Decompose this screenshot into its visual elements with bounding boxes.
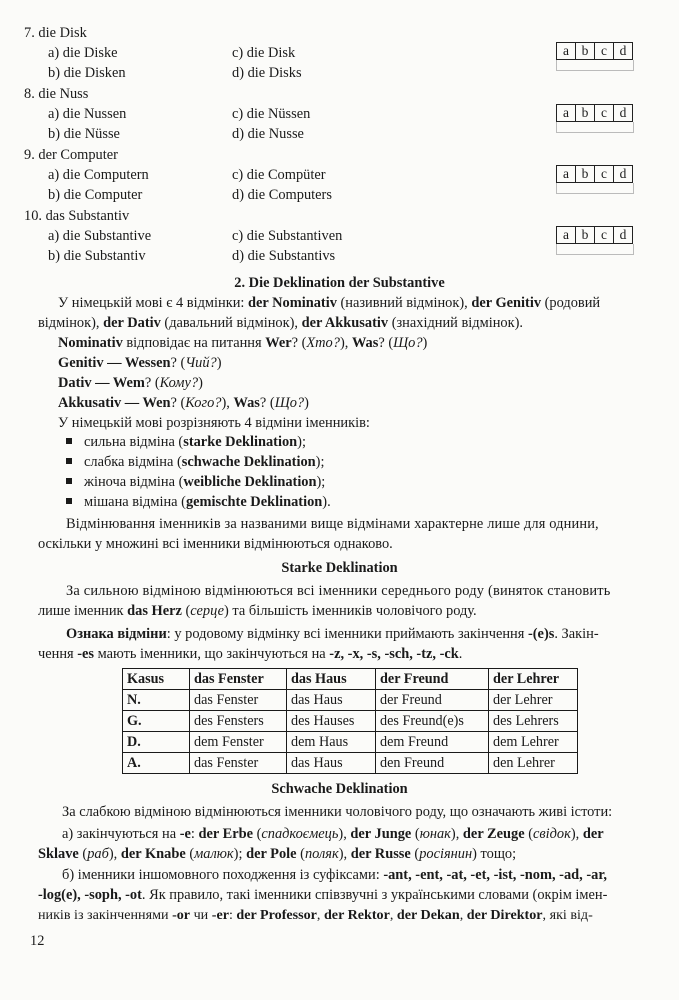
- table-row: [123, 690, 578, 711]
- answer-cell-a[interactable]: a: [556, 165, 575, 183]
- answer-cell-c[interactable]: c: [594, 226, 613, 244]
- bullet-icon: [66, 478, 72, 484]
- question-word: der Computer: [38, 147, 118, 163]
- option-b: b) die Computer: [48, 187, 143, 203]
- answer-cell-b[interactable]: b: [575, 165, 594, 183]
- table-cell: das Fenster: [190, 690, 287, 711]
- question-dativ: Dativ — Wem? (Кому?): [58, 375, 203, 391]
- table-header: der Lehrer: [489, 669, 578, 690]
- option-c: c) die Nüssen: [232, 106, 311, 122]
- schwache-b-line1: б) іменники іншомовного походження із суфіксами: -ant, -ent, -at, -et, -ist, -nom, -ad, -ar,: [62, 867, 607, 883]
- table-cell: D.: [123, 732, 190, 753]
- option-c: c) die Substantiven: [232, 228, 343, 244]
- answer-cell-b[interactable]: b: [575, 226, 594, 244]
- answer-cell-a[interactable]: a: [556, 42, 575, 60]
- answer-cell-d[interactable]: d: [613, 165, 633, 183]
- answer-cell-c[interactable]: c: [594, 104, 613, 122]
- starke-p2-line2: чення -es мають іменники, що закінчуються на -z, -x, -s, -sch, -tz, -ck.: [38, 646, 463, 662]
- table-cell: das Haus: [287, 690, 376, 711]
- starke-p1-line2: лише іменник das Herz (серце) та більшість іменників чоловічого роду.: [38, 603, 477, 619]
- table-cell: dem Lehrer: [489, 732, 578, 753]
- table-cell: N.: [123, 690, 190, 711]
- answer-cell-d[interactable]: d: [613, 226, 633, 244]
- intro-line-2: відмінок), der Dativ (давальний відмінок), der Akkusativ (знахідний відмінок).: [38, 315, 523, 331]
- question-akkusativ: Akkusativ — Wen? (Кого?), Was? (Що?): [58, 395, 309, 411]
- table-cell: dem Freund: [376, 732, 489, 753]
- question-10: [24, 207, 129, 225]
- question-8: [24, 85, 88, 103]
- singular-note-2: оскільки у множині всі іменники відмінюються однаково.: [38, 536, 393, 552]
- intro-line-1: У німецькій мові є 4 відмінки: der Nominativ (називний відмінок), der Genitiv (родовий: [58, 295, 601, 311]
- option-a: a) die Nussen: [48, 106, 127, 122]
- table-row: [123, 732, 578, 753]
- table-cell: A.: [123, 753, 190, 774]
- table-cell: des Lehrers: [489, 711, 578, 732]
- starke-p2-line1: Ознака відміни: у родовому відмінку всі іменники приймають закінчення -(e)s. Закін-: [66, 626, 599, 642]
- option-a: a) die Computern: [48, 167, 149, 183]
- answer-cell-b[interactable]: b: [575, 42, 594, 60]
- table-cell: des Freund(e)s: [376, 711, 489, 732]
- option-a: a) die Diske: [48, 45, 118, 61]
- starke-p1-line1: За сильною відміною відмінюються всі іменники середнього роду (виняток становить: [66, 583, 611, 599]
- singular-note-1: Відмінювання іменників за названими вище відмінами характерне лише для однини,: [66, 516, 599, 532]
- answer-grid: [556, 244, 634, 255]
- table-header: der Freund: [376, 669, 489, 690]
- question-9: [24, 146, 118, 164]
- table-cell: das Haus: [287, 753, 376, 774]
- table-cell: der Freund: [376, 690, 489, 711]
- table-header: das Haus: [287, 669, 376, 690]
- table-row: [123, 711, 578, 732]
- schwache-intro: За слабкою відміною відмінюються іменники чоловічого роду, що означають живі істоти:: [62, 804, 613, 820]
- table-cell: den Lehrer: [489, 753, 578, 774]
- schwache-a-line1: а) закінчуються на -e: der Erbe (спадкоємець), der Junge (юнак), der Zeuge (свідок), der: [62, 826, 604, 842]
- table-cell: den Freund: [376, 753, 489, 774]
- option-d: d) die Substantivs: [232, 248, 336, 264]
- question-number: 10.: [24, 208, 42, 224]
- types-intro: У німецькій мові розрізняють 4 відміни іменників:: [58, 415, 370, 431]
- option-a: a) die Substantive: [48, 228, 152, 244]
- answer-cell-d[interactable]: d: [613, 104, 633, 122]
- option-d: d) die Computers: [232, 187, 332, 203]
- question-7: [24, 24, 87, 42]
- declension-table: [122, 668, 578, 774]
- bullet-icon: [66, 458, 72, 464]
- table-header: das Fenster: [190, 669, 287, 690]
- question-word: die Nuss: [38, 86, 89, 102]
- option-d: d) die Nusse: [232, 126, 304, 142]
- list-item: мішана відміна (gemischte Deklination).: [84, 494, 331, 510]
- question-number: 9.: [24, 147, 35, 163]
- schwache-title: Schwache Deklination: [271, 781, 408, 797]
- list-item: сильна відміна (starke Deklination);: [84, 434, 306, 450]
- question-word: das Substantiv: [45, 208, 130, 224]
- page-number: 12: [30, 933, 45, 949]
- table-cell: G.: [123, 711, 190, 732]
- answer-cell-a[interactable]: a: [556, 104, 575, 122]
- table-cell: dem Fenster: [190, 732, 287, 753]
- answer-grid: [556, 60, 634, 71]
- answer-box[interactable]: [556, 226, 633, 244]
- section-title: 2. Die Deklination der Substantive: [234, 275, 445, 291]
- starke-title: Starke Deklination: [281, 560, 398, 576]
- schwache-a-line2: Sklave (раб), der Knabe (малюк); der Pole (поляк), der Russe (росіянин) тощо;: [38, 846, 517, 862]
- question-genitiv: Genitiv — Wessen? (Чий?): [58, 355, 222, 371]
- list-item: слабка відміна (schwache Deklination);: [84, 454, 325, 470]
- answer-cell-a[interactable]: a: [556, 226, 575, 244]
- answer-grid: [556, 183, 634, 194]
- table-row: [123, 753, 578, 774]
- table-header-row: [123, 669, 578, 690]
- option-c: c) die Disk: [232, 45, 296, 61]
- table-cell: das Fenster: [190, 753, 287, 774]
- answer-cell-d[interactable]: d: [613, 42, 633, 60]
- table-cell: dem Haus: [287, 732, 376, 753]
- answer-grid: [556, 122, 634, 133]
- question-word: die Disk: [38, 25, 87, 41]
- table-cell: des Fensters: [190, 711, 287, 732]
- bullet-icon: [66, 438, 72, 444]
- table-cell: des Hauses: [287, 711, 376, 732]
- question-number: 7.: [24, 25, 35, 41]
- question-nominativ: Nominativ відповідає на питання Wer? (Хто?), Was? (Що?): [58, 335, 428, 351]
- option-b: b) die Substantiv: [48, 248, 146, 264]
- option-c: c) die Compüter: [232, 167, 326, 183]
- schwache-b-line3: ників із закінченнями -or чи -er: der Professor, der Rektor, der Dekan, der Direktor, які від-: [38, 907, 593, 923]
- answer-cell-b[interactable]: b: [575, 104, 594, 122]
- option-b: b) die Nüsse: [48, 126, 120, 142]
- table-cell: der Lehrer: [489, 690, 578, 711]
- option-b: b) die Disken: [48, 65, 126, 81]
- answer-cell-c[interactable]: c: [594, 165, 613, 183]
- answer-box[interactable]: [556, 42, 633, 60]
- bullet-icon: [66, 498, 72, 504]
- option-d: d) die Disks: [232, 65, 302, 81]
- answer-box[interactable]: [556, 165, 633, 183]
- question-number: 8.: [24, 86, 35, 102]
- table-header: Kasus: [123, 669, 190, 690]
- answer-cell-c[interactable]: c: [594, 42, 613, 60]
- list-item: жіноча відміна (weibliche Deklination);: [84, 474, 326, 490]
- answer-box[interactable]: [556, 104, 633, 122]
- schwache-b-line2: -log(e), -soph, -ot. Як правило, такі іменники співзвучні з українськими словами (окрім імен-: [38, 887, 608, 903]
